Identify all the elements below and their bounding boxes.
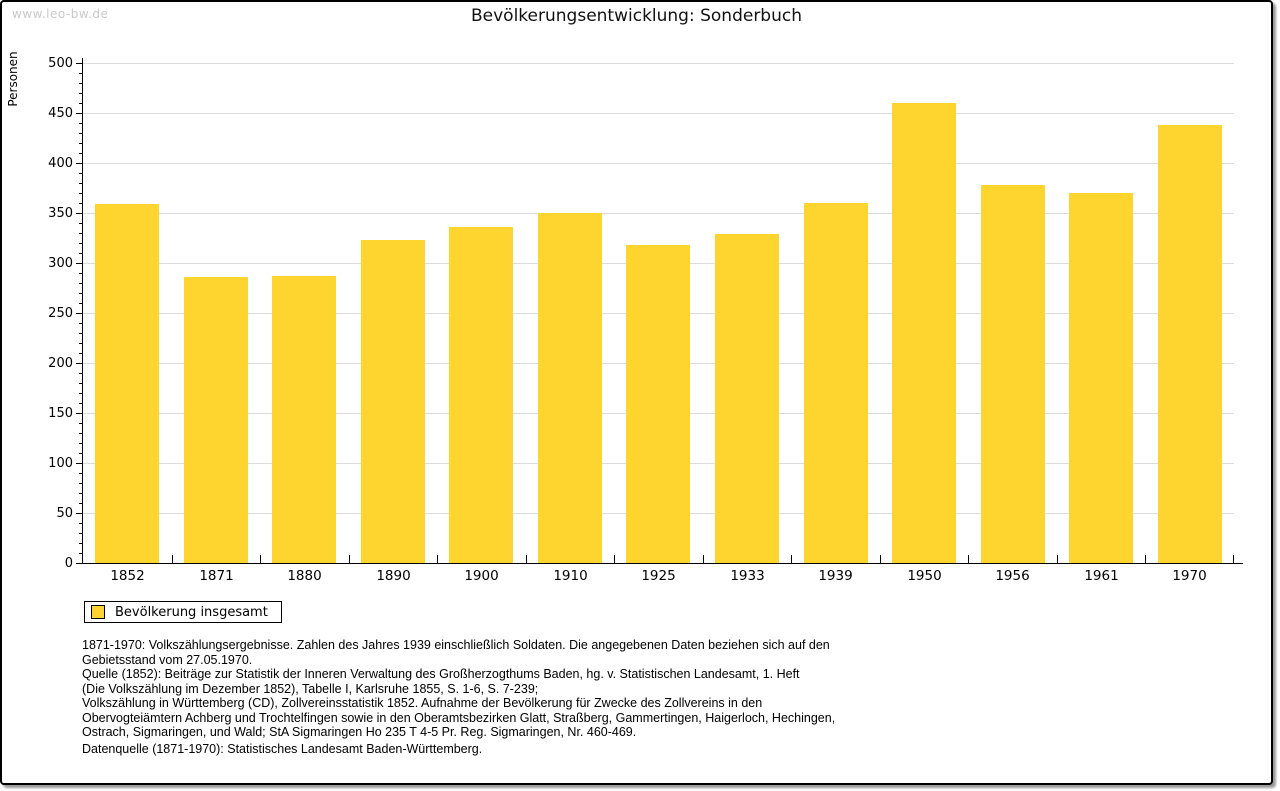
y-tick-label: 400 bbox=[48, 156, 73, 171]
bar-1852 bbox=[95, 204, 159, 563]
x-tick-label: 1910 bbox=[553, 568, 588, 584]
gridline bbox=[83, 113, 1234, 114]
y-tick-label: 350 bbox=[48, 206, 73, 221]
x-tick-label: 1925 bbox=[641, 568, 676, 584]
x-boundary-tick bbox=[1145, 555, 1146, 563]
bar-1925 bbox=[626, 245, 690, 563]
y-tick-label: 300 bbox=[48, 256, 73, 271]
source-note-line: (Die Volkszählung im Dezember 1852), Tabelle I, Karlsruhe 1855, S. 1-6, S. 7-239; bbox=[82, 681, 539, 696]
x-boundary-tick bbox=[260, 555, 261, 563]
legend-swatch-icon bbox=[91, 605, 105, 619]
y-tick-label: 150 bbox=[48, 406, 73, 421]
y-tick-label: 200 bbox=[48, 356, 73, 371]
y-tick-label: 50 bbox=[56, 506, 73, 521]
x-boundary-tick bbox=[172, 555, 173, 563]
source-note-line: Obervogteiämtern Achberg und Trochtelfingen sowie in den Oberamtsbezirken Glatt, Straßberg, Gammertingen, Haigerloch, Hechingen, bbox=[82, 710, 836, 725]
bar-1880 bbox=[272, 276, 336, 563]
watermark: www.leo-bw.de bbox=[12, 7, 109, 21]
bar-1961 bbox=[1069, 193, 1133, 563]
y-tick-label: 0 bbox=[64, 556, 73, 571]
source-note-line: Ostrach, Sigmaringen, und Wald; StA Sigmaringen Ho 235 T 4-5 Pr. Reg. Sigmaringen, Nr. 460-469. bbox=[82, 725, 637, 739]
gridline bbox=[83, 163, 1234, 164]
bar-1956 bbox=[981, 185, 1045, 563]
y-axis-label: Personen bbox=[6, 51, 20, 107]
y-tick-label: 250 bbox=[48, 306, 73, 321]
y-tick-label: 450 bbox=[48, 106, 73, 121]
y-tick-label: 500 bbox=[48, 56, 73, 71]
bar-1933 bbox=[715, 234, 779, 563]
x-tick-label: 1950 bbox=[907, 568, 942, 584]
x-tick-label: 1880 bbox=[287, 568, 322, 584]
x-tick-label: 1939 bbox=[818, 568, 853, 584]
source-note-line: Gebietsstand vom 27.05.1970. bbox=[82, 652, 253, 667]
bar-1970 bbox=[1158, 125, 1222, 563]
x-boundary-tick bbox=[703, 555, 704, 563]
source-note-line: Volkszählung in Württemberg (CD), Zollvereinsstatistik 1852. Aufnahme der Bevölkerung für Zwecke des Zollvereins in den bbox=[82, 696, 763, 710]
source-note-line: Quelle (1852): Beiträge zur Statistik der Inneren Verwaltung des Großherzogthums Baden, hg. v. Statistischen Landesamt, 1. Heft bbox=[82, 667, 800, 681]
x-tick-label: 1956 bbox=[995, 568, 1030, 584]
x-tick-label: 1852 bbox=[110, 568, 145, 584]
x-boundary-tick bbox=[880, 555, 881, 563]
x-boundary-tick bbox=[526, 555, 527, 563]
bar-1900 bbox=[449, 227, 513, 563]
x-boundary-tick bbox=[614, 555, 615, 563]
x-boundary-tick bbox=[1233, 555, 1234, 563]
bar-1910 bbox=[538, 213, 602, 563]
y-axis-line bbox=[82, 58, 83, 564]
x-boundary-tick bbox=[349, 555, 350, 563]
x-tick-label: 1933 bbox=[730, 568, 765, 584]
plot-area bbox=[48, 56, 1234, 584]
bar-1871 bbox=[184, 277, 248, 563]
data-source-note: Datenquelle (1871-1970): Statistisches Landesamt Baden-Württemberg. bbox=[82, 742, 483, 756]
gridline bbox=[83, 213, 1234, 214]
x-tick-label: 1890 bbox=[376, 568, 411, 584]
bar-1950 bbox=[892, 103, 956, 563]
bar-1939 bbox=[804, 203, 868, 563]
x-boundary-tick bbox=[791, 555, 792, 563]
bar-1890 bbox=[361, 240, 425, 563]
source-note-line: 1871-1970: Volkszählungsergebnisse. Zahlen des Jahres 1939 einschließlich Soldaten. Die angegebenen Daten beziehen sich auf den bbox=[82, 638, 830, 652]
chart-title: Bevölkerungsentwicklung: Sonderbuch bbox=[471, 6, 802, 26]
x-tick-label: 1961 bbox=[1084, 568, 1119, 584]
y-tick-label: 100 bbox=[48, 456, 73, 471]
x-axis-line bbox=[82, 563, 1243, 564]
x-tick-label: 1871 bbox=[199, 568, 234, 584]
x-boundary-tick bbox=[1057, 555, 1058, 563]
legend bbox=[84, 601, 282, 623]
x-tick-label: 1970 bbox=[1172, 568, 1207, 584]
x-tick-label: 1900 bbox=[464, 568, 499, 584]
x-boundary-tick bbox=[437, 555, 438, 563]
gridline bbox=[83, 63, 1234, 64]
x-boundary-tick bbox=[968, 555, 969, 563]
source-notes bbox=[82, 638, 835, 740]
legend-label: Bevölkerung insgesamt bbox=[115, 604, 268, 620]
